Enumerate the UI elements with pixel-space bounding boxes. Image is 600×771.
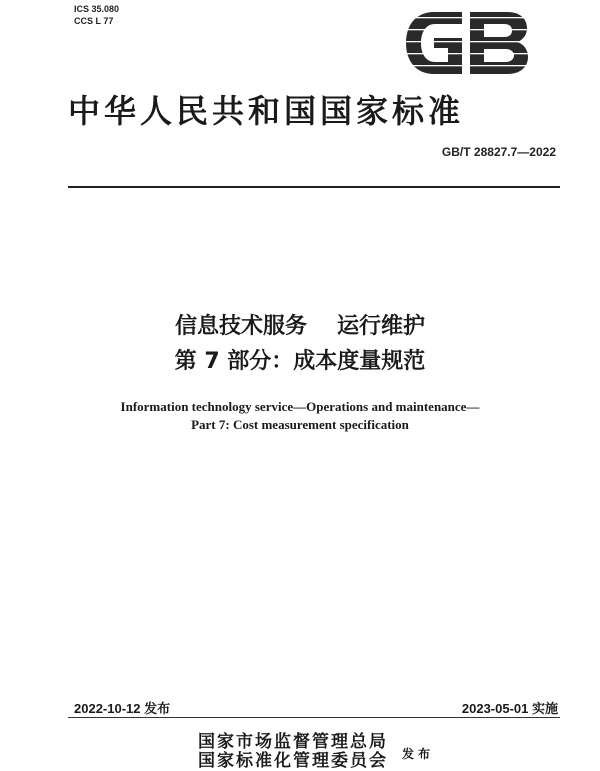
footer-divider bbox=[68, 717, 560, 718]
gb-logo bbox=[404, 8, 530, 78]
standard-number: GB/T 28827.7—2022 bbox=[441, 145, 556, 159]
english-title-line-1: Information technology service—Operations and maintenance— bbox=[120, 399, 480, 414]
national-standard-title: 中华人民共和国国家标准 bbox=[68, 92, 465, 130]
header-divider bbox=[68, 186, 560, 188]
issuer-sac: 国家标准化管理委员会 bbox=[198, 751, 388, 771]
gb-logo-g bbox=[406, 12, 462, 74]
ccs-code: CCS L 77 bbox=[74, 16, 114, 26]
issuer-samr: 国家市场监督管理总局 bbox=[198, 732, 388, 752]
chinese-title-part-1: 信息技术服务 bbox=[174, 314, 307, 339]
chinese-title-line-1 bbox=[0, 309, 600, 340]
gb-logo-b bbox=[470, 12, 528, 74]
issuing-authorities bbox=[198, 733, 388, 771]
english-title-line-2: Part 7: Cost measurement specification bbox=[191, 417, 409, 432]
chinese-title-part-2: 运行维护 bbox=[337, 314, 426, 339]
implementation-date: 2023-05-01 实施 bbox=[461, 701, 558, 716]
publish-label: 发布 bbox=[402, 747, 435, 761]
issue-date: 2022-10-12 发布 bbox=[74, 701, 171, 716]
classification-codes bbox=[74, 3, 119, 27]
ics-code: ICS 35.080 bbox=[74, 4, 120, 14]
chinese-title-line-2: 第 7 部分：成本度量规范 bbox=[174, 349, 426, 374]
